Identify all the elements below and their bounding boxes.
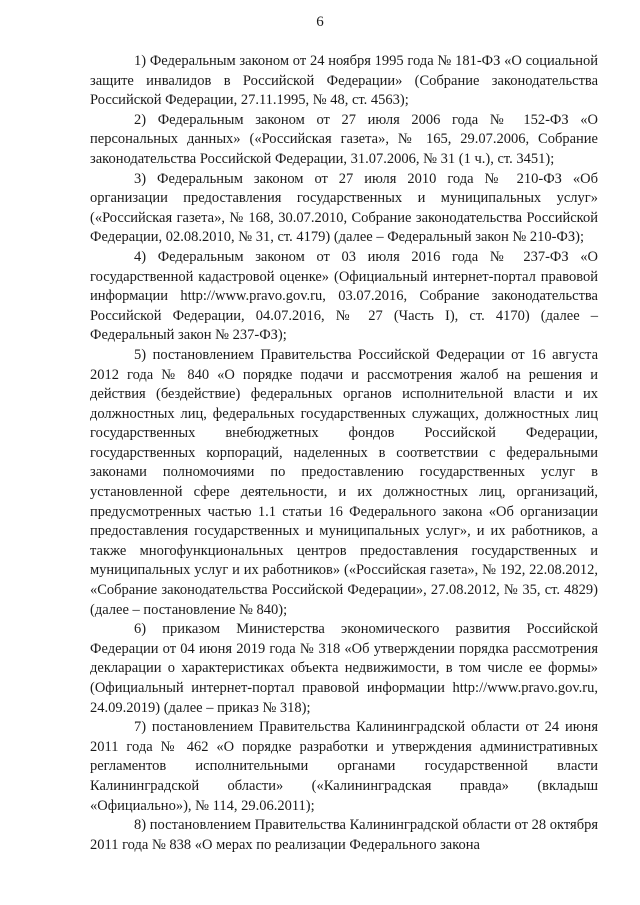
list-item: 6) приказом Министерства экономического развития Российской Федерации от 04 июня 2019 года № 318 «Об утверждении порядка рассмотрения декларации о характеристиках объекта недвижимости, в том числе ее формы» (Официальный интернет-портал правовой информации http://www.pravo.gov.ru, 24.09.2019) (далее – приказ № 318); [90,621,598,716]
page-number: 6 [316,14,324,30]
document-body [90,52,598,855]
list-item: 5) постановлением Правительства Российской Федерации от 16 августа 2012 года № 840 «О порядке подачи и рассмотрения жалоб на решения и действия (бездействие) федеральных органов исполнительной власти и их должностных лиц, федеральных государственных служащих, должностных лиц государственных внебюджетных фондов Российской Федерации, государственных корпораций, наделенных в соответствии с федеральными законами полномочиями по предоставлению государственных услуг в установленной сфере деятельности, и их должностных лиц, организаций, предусмотренных частью 1.1 статьи 16 Федерального закона «Об организации предоставления государственных и муниципальных услуг», и их работников, а также многофункциональных центров предоставления государственных и муниципальных услуг и их работников» («Российская газета», № 192, 22.08.2012, «Собрание законодательства Российской Федерации», 27.08.2012, № 35, ст. 4829) (далее – постановление № 840); [90,346,598,618]
list-item: 8) постановлением Правительства Калининградской области от 28 октября 2011 года № 838 «О мерах по реализации Федерального закона [90,817,598,853]
list-item: 3) Федеральным законом от 27 июля 2010 года № 210-ФЗ «Об организации предоставления государственных и муниципальных услуг» («Российская газета», № 168, 30.07.2010, Собрание законодательства Российской Федерации, 02.08.2010, № 31, ст. 4179) (далее – Федеральный закон № 210-ФЗ); [90,170,598,246]
list-item: 2) Федеральным законом от 27 июля 2006 года № 152-ФЗ «О персональных данных» («Российская газета», № 165, 29.07.2006, Собрание законодательства Российской Федерации, 31.07.2006, № 31 (1 ч.), ст. 3451); [90,111,598,167]
list-item: 4) Федеральным законом от 03 июля 2016 года № 237-ФЗ «О государственной кадастровой оценке» (Официальный интернет-портал правовой информации http://www.pravo.gov.ru, 03.07.2016, Собрание законодательства Российской Федерации, 04.07.2016, № 27 (Часть I), ст. 4170) (далее – Федеральный закон № 237-ФЗ); [90,248,598,344]
list-item: 1) Федеральным законом от 24 ноября 1995 года № 181-ФЗ «О социальной защите инвалидов в Российской Федерации» (Собрание законодательства Российской Федерации, 27.11.1995, № 48, ст. 4563); [90,53,598,109]
list-item: 7) постановлением Правительства Калининградской области от 24 июня 2011 года № 462 «О порядке разработки и утверждения административных регламентов исполнительными органами государственной власти Калининградской области» («Калининградская правда» (вкладыш «Официально»), № 114, 29.06.2011); [90,719,598,814]
